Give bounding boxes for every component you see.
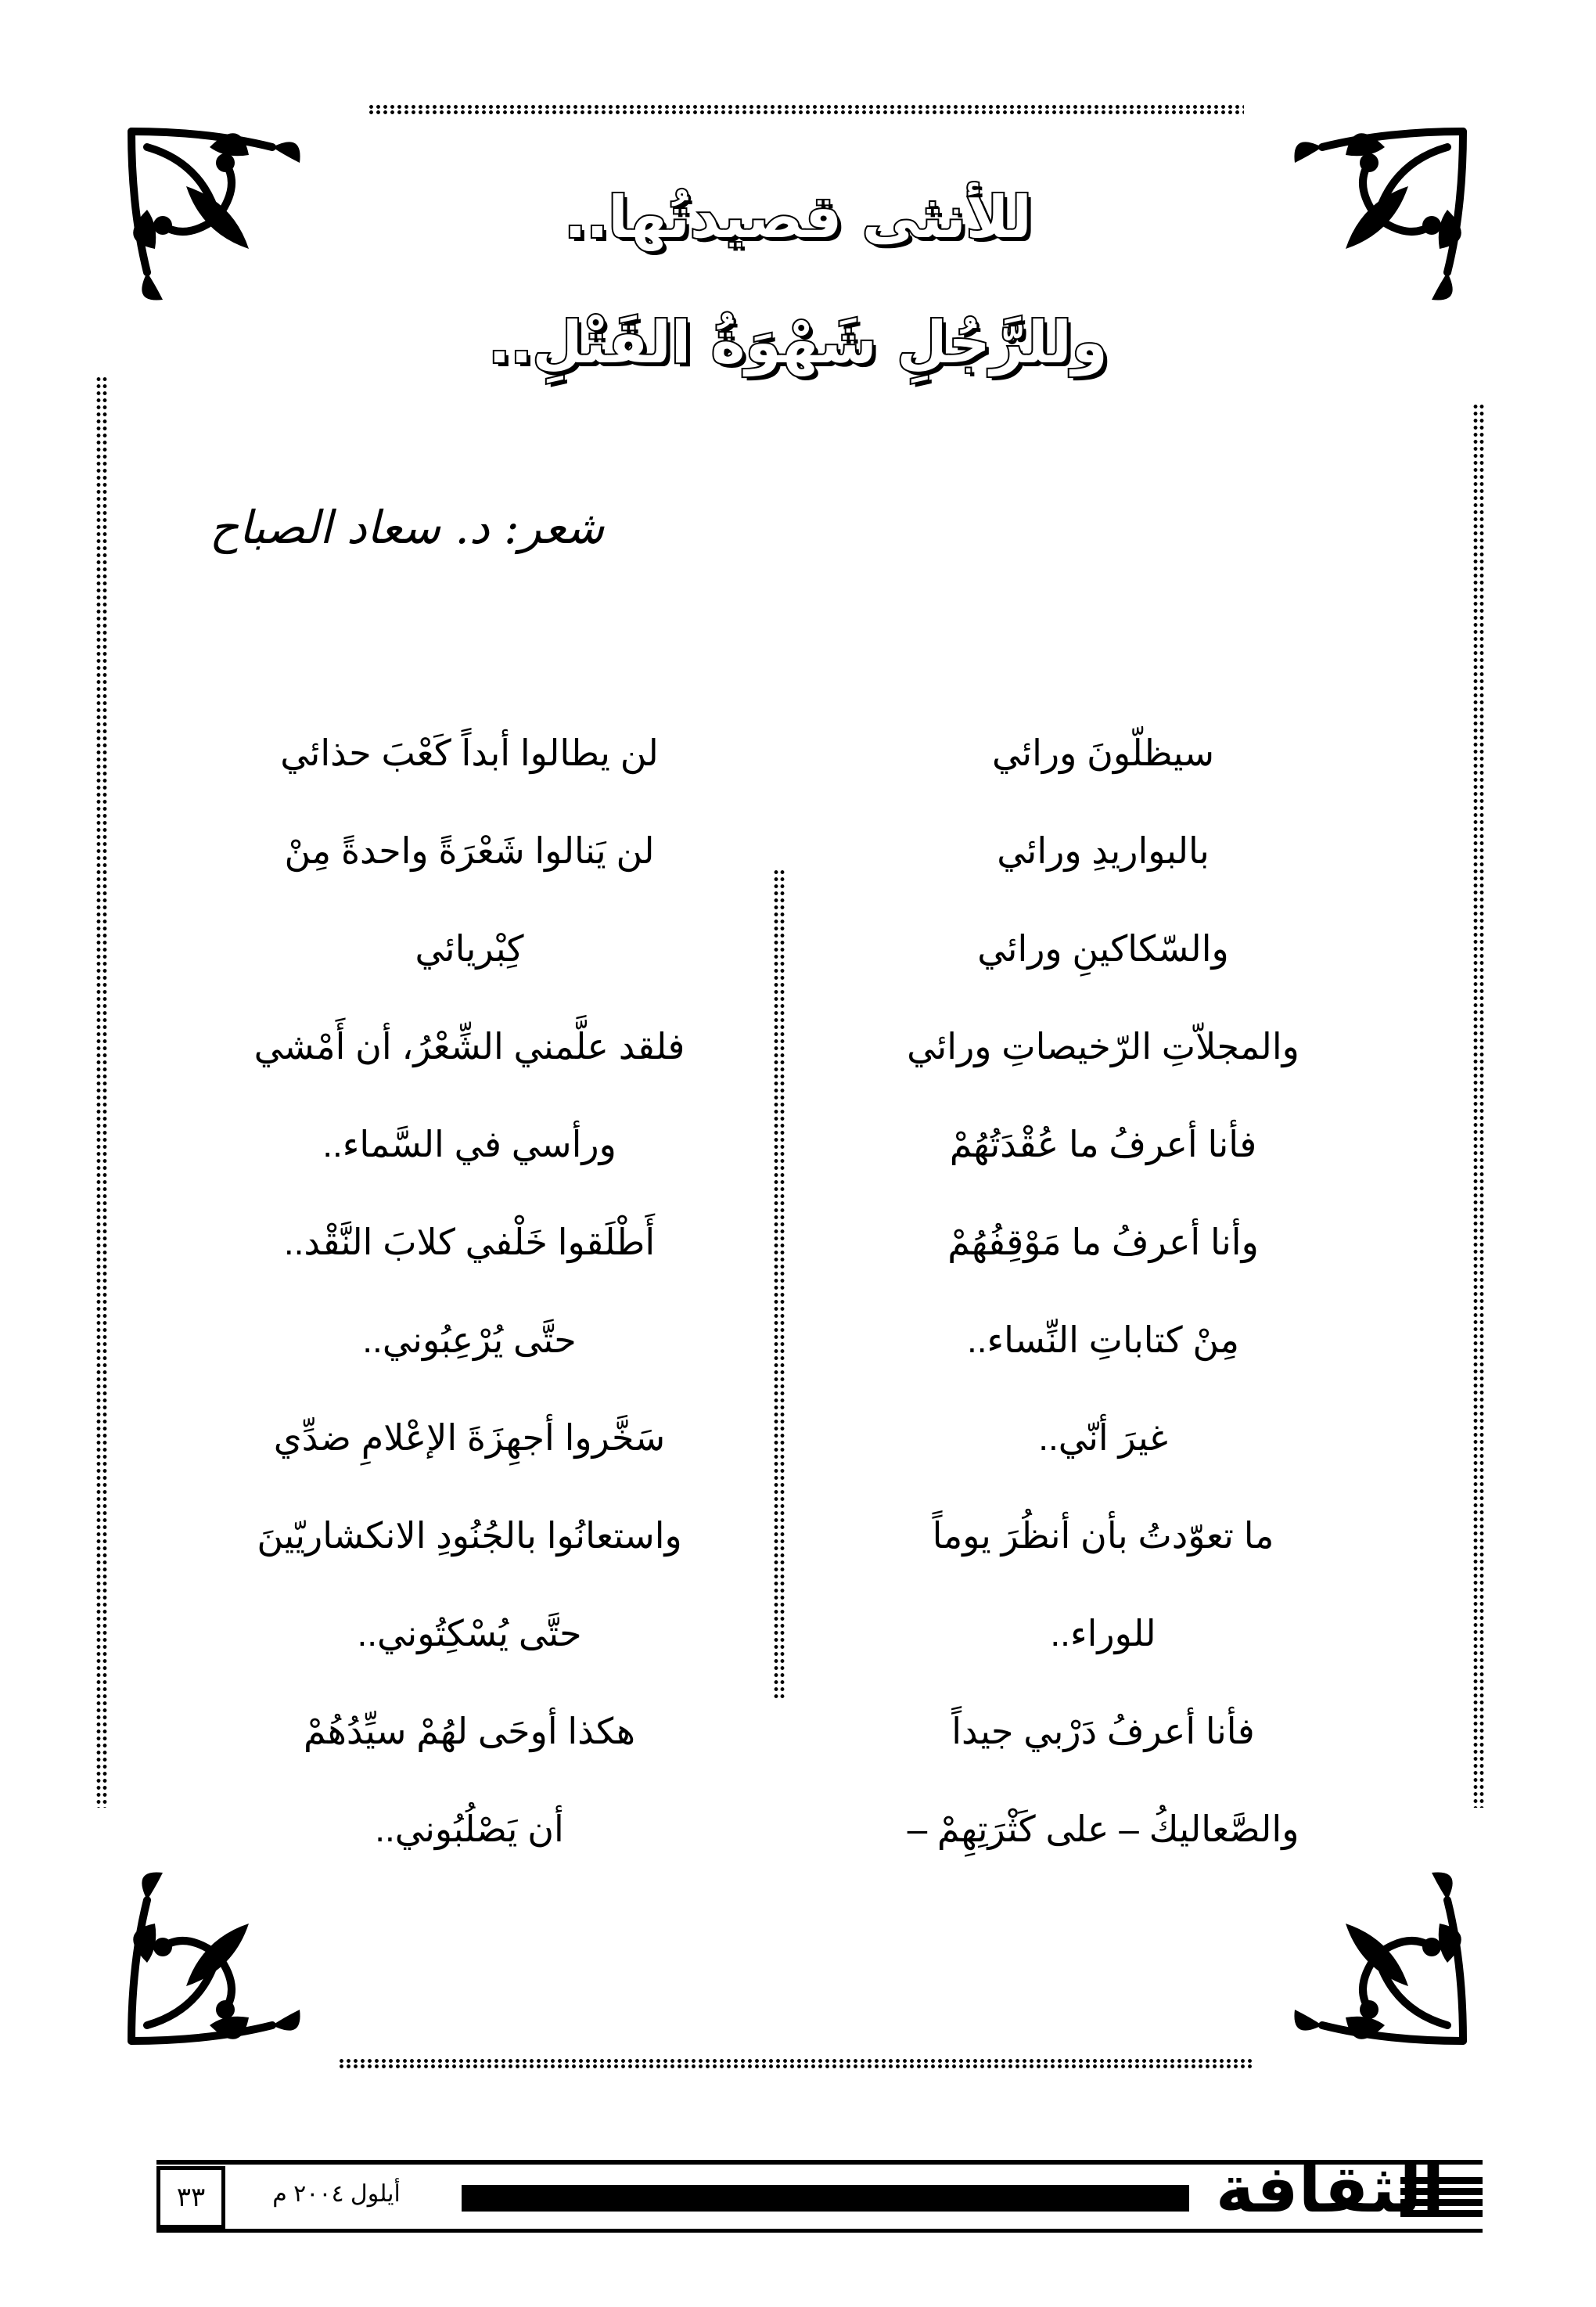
- bottom-dotted-border: [338, 2058, 1252, 2069]
- poem-line: بالبواريدِ ورائي: [997, 830, 1210, 871]
- poem-line: والمجلاّتِ الرّخيصاتِ ورائي: [907, 1026, 1299, 1067]
- poem-line: لن يطالوا أبداً كَعْبَ حذائي: [280, 732, 659, 773]
- poem-line: حتَّى يُرْعِبُوني..: [362, 1319, 577, 1360]
- corner-ornament-bottom-left: [116, 1861, 311, 2057]
- poem-line: واستعانُوا بالجُنُودِ الانكشاريّينَ: [257, 1515, 682, 1556]
- poem-line: فأنا أعرفُ ما عُقْدَتُهُمْ: [949, 1124, 1257, 1164]
- poem-line: غيرَ أنّي..: [1038, 1417, 1168, 1458]
- poem-line: كِبْريائي: [415, 928, 524, 969]
- poem-line: مِنْ كتاباتِ النِّساء..: [966, 1319, 1240, 1360]
- poem-line: حتَّى يُسْكِتُوني..: [357, 1613, 582, 1654]
- poem-line: والسّكاكينِ ورائي: [977, 928, 1229, 969]
- issue-date: أيلول ٢٠٠٤ م: [272, 2181, 401, 2207]
- poem-line: والصَّعاليكُ – على كَثْرَتِهِمْ –: [907, 1809, 1299, 1849]
- poem-line: أن يَصْلُبُوني..: [375, 1809, 564, 1849]
- poem-line: ورأسي في السَّماء..: [322, 1124, 616, 1164]
- poem-line: وأنا أعرفُ ما مَوْقِفُهُمْ: [947, 1222, 1259, 1262]
- center-dotted-divider: [773, 869, 785, 1698]
- corner-ornament-bottom-right: [1283, 1861, 1479, 2057]
- poem-title-line1: للأنثى قصيدتُها..: [564, 184, 1032, 251]
- poem-line: سيظلّونَ ورائي: [991, 732, 1215, 773]
- poem-line: فلقد علَّمني الشِّعْرُ، أن أَمْشي: [253, 1026, 685, 1067]
- footer-rule-bottom: [156, 2229, 1483, 2233]
- poem-line: سَخَّروا أجهِزَةَ الإعْلامِ ضدِّي: [273, 1417, 666, 1458]
- poem-right-column: [861, 704, 1346, 1878]
- page-number: ٣٣: [156, 2166, 225, 2229]
- poem-line: فأنا أعرفُ دَرْبي جيداً: [951, 1711, 1255, 1751]
- top-dotted-border: [368, 104, 1244, 115]
- left-dotted-border: [95, 376, 108, 1808]
- poem-title-line2: وللرَّجُلِ شَهْوَةُ القَتْلِ..: [488, 309, 1108, 376]
- magazine-logo: الثقافة: [1215, 2150, 1445, 2227]
- footer-thick-bar: [462, 2185, 1189, 2212]
- poem-line: للوراء..: [1050, 1613, 1156, 1654]
- poet-byline: شعر: د. سعاد الصباح: [209, 501, 605, 554]
- right-dotted-border: [1472, 403, 1485, 1808]
- poem-line: هكذا أوحَى لهُمْ سيِّدُهُمْ: [304, 1711, 635, 1751]
- poem-line: ما تعوّدتُ بأن أنظُرَ يوماً: [932, 1515, 1274, 1556]
- poem-line: أَطْلَقوا خَلْفي كلابَ النَّقْد..: [283, 1222, 656, 1262]
- poem-line: لن يَنالوا شَعْرَةً واحدةً مِنْ: [284, 830, 655, 871]
- poem-left-column: [227, 704, 712, 1878]
